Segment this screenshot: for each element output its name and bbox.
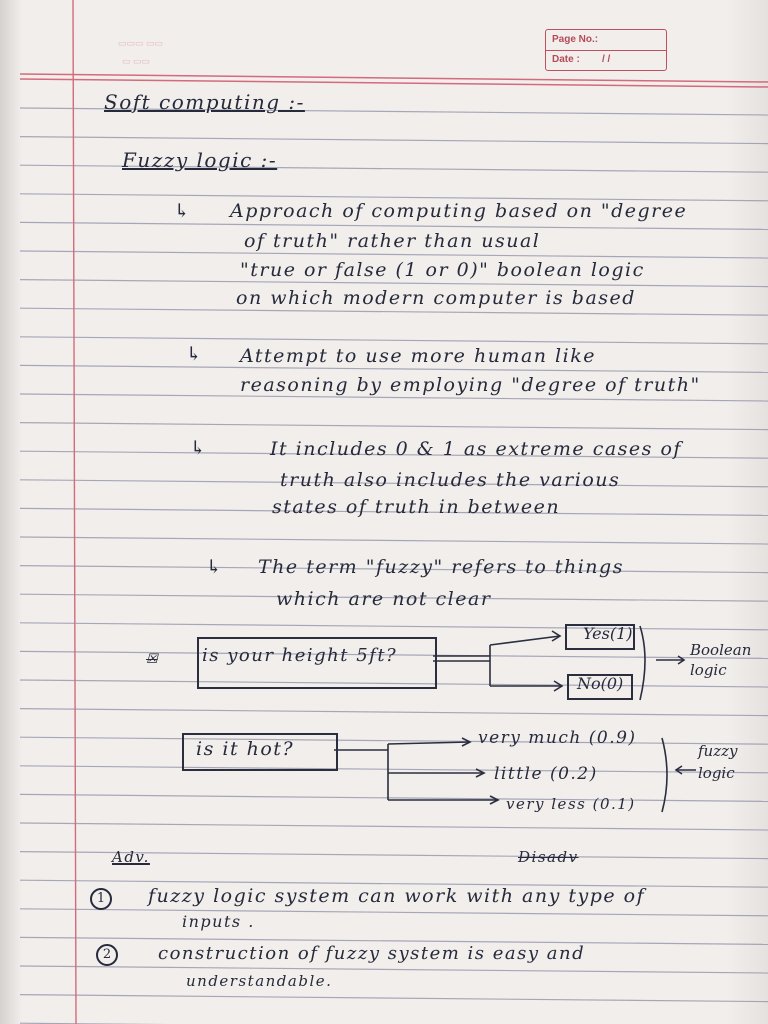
boolean-logic-label: Boolean logic [690, 641, 752, 679]
fuzzy-option-2: little (0.2) [494, 764, 598, 784]
point-3-line-3: states of truth in between [272, 496, 561, 518]
advantage-1-line-2: inputs . [182, 912, 255, 931]
point-arrow-icon: ↳ [186, 343, 204, 365]
boolean-question: is your height 5ft? [202, 645, 398, 666]
advantage-2-line-1: construction of fuzzy system is easy and [158, 943, 586, 964]
point-arrow-icon: ↳ [206, 556, 224, 578]
point-2-line-1: Attempt to use more human like [240, 345, 596, 367]
date-label: Date : [552, 54, 580, 65]
page-no-label: Page No.: [552, 34, 599, 45]
point-1-line-1: Approach of computing based on "degree [230, 200, 688, 222]
fuzzy-option-3: very less (0.1) [506, 795, 636, 813]
fuzzy-question: is it hot? [196, 738, 295, 760]
advantage-2-number: 2 [96, 944, 118, 966]
advantages-heading: Adv. [112, 848, 150, 866]
advantage-1-number: 1 [90, 888, 112, 910]
advantage-1-line-1: fuzzy logic system can work with any type of [148, 885, 646, 907]
point-4-line-2: which are not clear [276, 588, 492, 610]
fuzzy-option-1: very much (0.9) [478, 728, 637, 748]
point-1-line-3: "true or false (1 or 0)" boolean logic [240, 259, 645, 281]
section-heading: Fuzzy logic :- [122, 148, 278, 172]
struck-heading: Disadv [518, 848, 579, 866]
point-2-line-2: reasoning by employing "degree of truth" [240, 374, 701, 396]
page-title: Soft computing :- [104, 90, 305, 114]
yes-label: Yes(1) [583, 624, 633, 643]
point-3-line-1: It includes 0 & 1 as extreme cases of [270, 438, 682, 460]
notebook-page: ▭▭▭ ▭▭ ▭ ▭▭ Page No.: Date : / / Soft computing :- Fuzzy logic :- ↳ Approach of computing based on "degree of truth" rather than usual "true or false (1 or 0)" boolean logic on which modern computer is based ↳ Attempt to use more human like reasoning by employing "degree of truth" ↳ It includes 0 & 1 as extreme cases of truth also includes the various states of truth in between ↳ The term "fuzzy" refers to things which are not clear is your height 5ft? Yes(1) No(0) Boolean logic is it hot? very much (0.9) little (0.2) very less (0.1) fuzzy logic ☒ Adv. Disadv 1 fuzzy logic system can work with any type of inputs . 2 construction of fuzzy system is easy and understandable. [0, 0, 768, 1024]
point-4-line-1: The term "fuzzy" refers to things [258, 556, 624, 578]
date-value: / / [602, 54, 611, 65]
point-1-line-4: on which modern computer is based [236, 287, 636, 309]
no-label: No(0) [577, 674, 624, 693]
point-arrow-icon: ↳ [174, 200, 192, 222]
point-3-line-2: truth also includes the various [280, 469, 621, 491]
scribble-mark: ☒ [146, 652, 158, 667]
point-arrow-icon: ↳ [190, 437, 208, 459]
fuzzy-logic-label: fuzzy logic [698, 742, 738, 782]
advantage-2-line-2: understandable. [186, 972, 333, 990]
point-1-line-2: of truth" rather than usual [244, 230, 541, 252]
